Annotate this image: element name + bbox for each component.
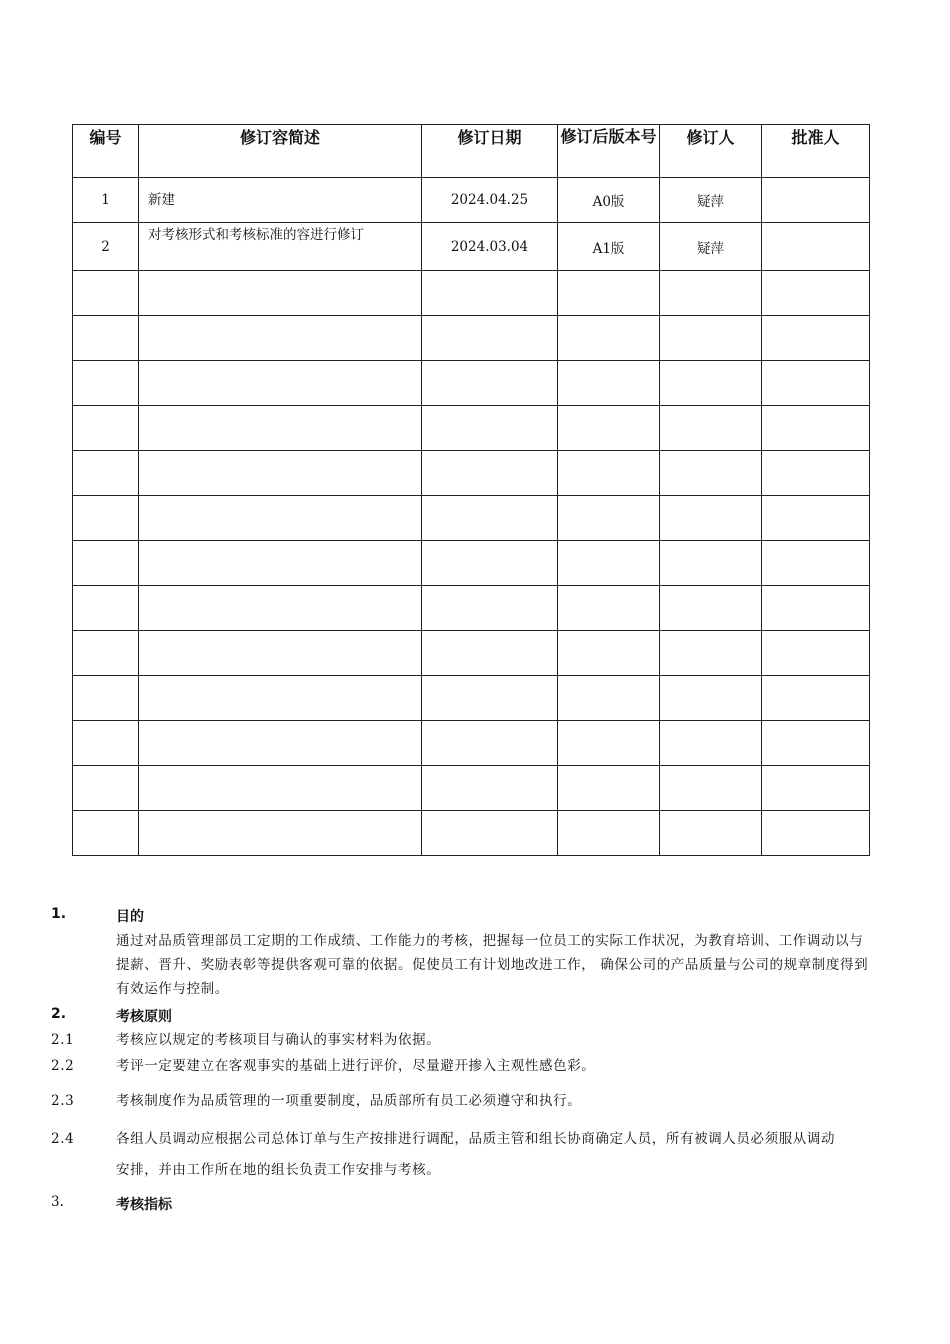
cell-version: A0版 [558, 178, 660, 223]
revision-table [72, 124, 870, 856]
cell-desc [139, 541, 422, 586]
header-desc: 修订容简述 [139, 125, 422, 178]
cell-date [422, 361, 558, 406]
cell-reviser [660, 406, 762, 451]
cell-approver [762, 316, 870, 361]
item-number: 2.2 [51, 1058, 75, 1074]
table-row-empty [73, 406, 870, 451]
cell-date [422, 271, 558, 316]
cell-no [73, 451, 139, 496]
table-row-empty [73, 811, 870, 856]
cell-version [558, 451, 660, 496]
cell-no [73, 811, 139, 856]
cell-approver [762, 361, 870, 406]
cell-no [73, 721, 139, 766]
cell-version: A1版 [558, 223, 660, 271]
header-approver: 批准人 [762, 125, 870, 178]
cell-desc [139, 271, 422, 316]
cell-approver [762, 451, 870, 496]
cell-date [422, 316, 558, 361]
item-text: 各组人员调动应根据公司总体订单与生产按排进行调配，品质主管和组长协商确定人员，所有被调人员必须服从调动安排，并由工作所在地的组长负责工作安排与考核。 [116, 1131, 836, 1178]
cell-desc [139, 406, 422, 451]
cell-desc [139, 721, 422, 766]
cell-date [422, 541, 558, 586]
cell-date [422, 586, 558, 631]
cell-no [73, 766, 139, 811]
cell-desc [139, 631, 422, 676]
cell-version [558, 406, 660, 451]
table-row-empty [73, 766, 870, 811]
table-row-empty [73, 541, 870, 586]
cell-no [73, 631, 139, 676]
cell-version [558, 766, 660, 811]
item-text: 考核制度作为品质管理的一项重要制度，品质部所有员工必须遵守和执行。 [116, 1093, 582, 1109]
cell-reviser [660, 316, 762, 361]
cell-reviser: 疑萍 [660, 223, 762, 271]
cell-approver [762, 223, 870, 271]
cell-version [558, 676, 660, 721]
cell-reviser [660, 721, 762, 766]
section-1-number: 1. [51, 906, 67, 922]
table-row-empty [73, 496, 870, 541]
table-row-empty [73, 631, 870, 676]
cell-desc [139, 586, 422, 631]
cell-no [73, 676, 139, 721]
cell-desc [139, 316, 422, 361]
cell-date [422, 631, 558, 676]
cell-no [73, 496, 139, 541]
cell-no: 2 [73, 223, 139, 271]
cell-date [422, 451, 558, 496]
cell-no [73, 541, 139, 586]
item-text: 考评一定要建立在客观事实的基础上进行评价，尽量避开掺入主观性感色彩。 [116, 1058, 596, 1074]
section-3-number: 3. [51, 1194, 64, 1210]
cell-no [73, 406, 139, 451]
cell-reviser [660, 271, 762, 316]
cell-desc: 对考核形式和考核标准的容进行修订 [139, 223, 422, 271]
cell-date [422, 496, 558, 541]
cell-reviser [660, 496, 762, 541]
cell-desc [139, 361, 422, 406]
item-text: 考核应以规定的考核项目与确认的事实材料为依据。 [116, 1032, 441, 1048]
cell-approver [762, 271, 870, 316]
cell-desc [139, 811, 422, 856]
cell-version [558, 496, 660, 541]
cell-reviser [660, 451, 762, 496]
cell-approver [762, 766, 870, 811]
table-row-empty [73, 676, 870, 721]
table-row-empty [73, 451, 870, 496]
cell-date [422, 721, 558, 766]
cell-approver [762, 631, 870, 676]
table-body [73, 178, 870, 856]
cell-reviser [660, 541, 762, 586]
table-row-empty [73, 721, 870, 766]
cell-date: 2024.03.04 [422, 223, 558, 271]
cell-version [558, 541, 660, 586]
table-row-empty [73, 586, 870, 631]
cell-no [73, 361, 139, 406]
cell-approver [762, 496, 870, 541]
section-1-title: 目的 [116, 909, 144, 925]
cell-date [422, 676, 558, 721]
cell-reviser [660, 676, 762, 721]
cell-approver [762, 541, 870, 586]
section-3-title: 考核指标 [116, 1197, 172, 1213]
cell-desc [139, 766, 422, 811]
cell-version [558, 586, 660, 631]
header-version: 修订后版本号 [558, 125, 660, 178]
header-reviser: 修订人 [660, 125, 762, 178]
table-row-empty [73, 361, 870, 406]
header-no: 编号 [73, 125, 139, 178]
cell-version [558, 361, 660, 406]
cell-reviser [660, 766, 762, 811]
cell-version [558, 316, 660, 361]
cell-reviser: 疑萍 [660, 178, 762, 223]
table-header-row [73, 125, 870, 178]
cell-date: 2024.04.25 [422, 178, 558, 223]
cell-desc [139, 676, 422, 721]
cell-approver [762, 811, 870, 856]
cell-approver [762, 586, 870, 631]
cell-approver [762, 406, 870, 451]
header-date: 修订日期 [422, 125, 558, 178]
cell-reviser [660, 361, 762, 406]
section-2-number: 2. [51, 1006, 67, 1022]
section-2-title: 考核原则 [116, 1009, 172, 1025]
table-row-empty [73, 271, 870, 316]
cell-desc [139, 496, 422, 541]
cell-approver [762, 721, 870, 766]
cell-no: 1 [73, 178, 139, 223]
cell-no [73, 316, 139, 361]
cell-version [558, 631, 660, 676]
item-number: 2.1 [51, 1032, 75, 1048]
cell-version [558, 721, 660, 766]
cell-reviser [660, 631, 762, 676]
item-number: 2.3 [51, 1093, 75, 1109]
cell-date [422, 406, 558, 451]
cell-version [558, 271, 660, 316]
cell-reviser [660, 586, 762, 631]
item-number: 2.4 [51, 1131, 75, 1147]
cell-approver [762, 676, 870, 721]
table-row-empty [73, 316, 870, 361]
cell-no [73, 271, 139, 316]
cell-no [73, 586, 139, 631]
cell-desc [139, 451, 422, 496]
table-row [73, 223, 870, 271]
cell-version [558, 811, 660, 856]
table-row [73, 178, 870, 223]
cell-date [422, 811, 558, 856]
cell-desc: 新建 [139, 178, 422, 223]
cell-reviser [660, 811, 762, 856]
cell-date [422, 766, 558, 811]
section-1-body: 通过对品质管理部员工定期的工作成绩、工作能力的考核，把握每一位员工的实际工作状况，为教育培训、工作调动以与提薪、晋升、奖励表彰等提供客观可靠的依据。促使员工有计划地改进工作， 确保公司的产品质量与公司的规章制度得到有效运作与控制。 [116, 933, 869, 997]
cell-approver [762, 178, 870, 223]
